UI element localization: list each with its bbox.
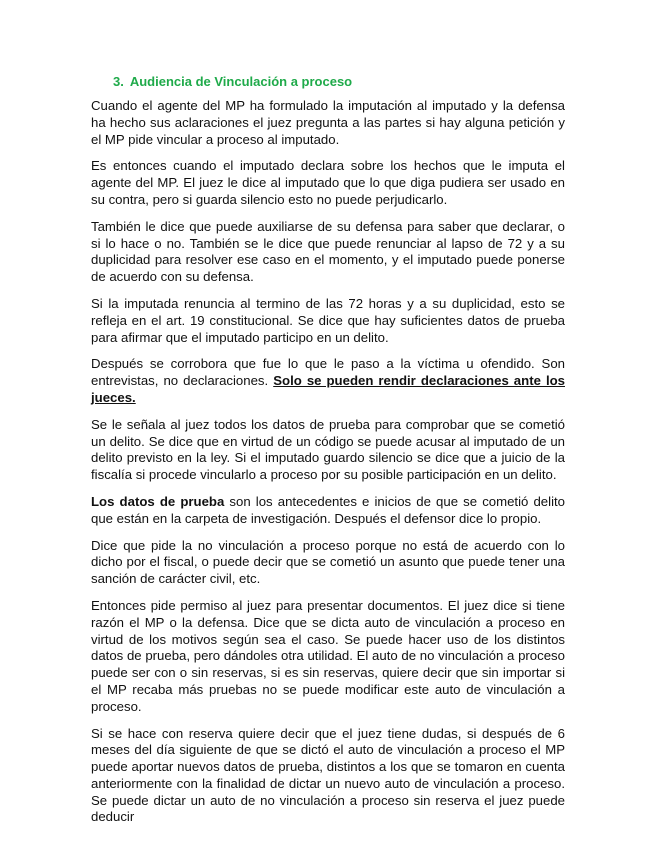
paragraph-text: son los antecedentes e inicios de que se cometió delito que están en la carpeta de investigación. Después el defensor dice lo propio. [91, 493, 566, 526]
section-title: Audiencia de Vinculación a proceso [129, 74, 353, 89]
paragraph: Es entonces cuando el imputado declara sobre los hechos que le imputa el agente del MP. El juez le dice al imputado que lo que diga pudiera ser usado en su contra, pero si guarda silencio esto no puede perjudicarlo. [91, 158, 565, 207]
section-heading [113, 73, 352, 91]
paragraph [91, 494, 565, 528]
paragraph: Si se hace con reserva quiere decir que el juez tiene dudas, si después de 6 meses del día siguiente de que se dictó el auto de vinculación a proceso el MP puede aportar nuevos datos de prueba, distintos a los que se tomaron en cuenta anteriormente con la finalidad de dictar un nuevo auto de vinculación a proceso. Se puede dictar un auto de no vinculación a proceso sin reserva el juez puede deducir [91, 725, 565, 825]
paragraph: Si la imputada renuncia al termino de las 72 horas y a su duplicidad, esto se refleja en el art. 19 constitucional. Se dice que hay suficientes datos de prueba para afirmar que el imputado participo en un delito. [91, 295, 565, 345]
document-body [91, 98, 565, 836]
paragraph [91, 356, 565, 406]
paragraph: Cuando el agente del MP ha formulado la imputación al imputado y la defensa ha hecho sus aclaraciones el juez pregunta a las partes si hay alguna petición y el MP pide vincular a proceso al imputado. [91, 98, 565, 147]
paragraph: Se le señala al juez todos los datos de prueba para comprobar que se cometió un delito. Se dice que en virtud de un código se puede acusar al imputado de un delito previsto en la ley. Si el imputado guardo silencio se dice que a juicio de la fiscalía si procede vincularlo a proceso por su posible participación en un delito. [91, 416, 565, 483]
paragraph: Dice que pide la no vinculación a proceso porque no está de acuerdo con lo dicho por el fiscal, o puede decir que se cometió un asunto que puede tener una sanción de carácter civil, etc. [91, 537, 565, 587]
emphasized-text: Solo se pueden rendir declaraciones ante los jueces. [91, 373, 565, 405]
bold-term: Los datos de prueba [91, 493, 225, 509]
paragraph: También le dice que puede auxiliarse de su defensa para saber que declarar, o si lo hace o no. También se le dice que puede renunciar al lapso de 72 y a su duplicidad para resolver ese caso en el momento, y el imputado puede ponerse de acuerdo con su defensa. [91, 218, 565, 285]
paragraph: Entonces pide permiso al juez para presentar documentos. El juez dice si tiene razón el MP o la defensa. Dice que se dicta auto de vinculación a proceso en virtud de los motivos según sea el caso. Se puede hacer uso de los distintos datos de prueba, pero dándoles otra utilidad. El auto de no vinculación a proceso puede ser con o sin reservas, si es sin reservas, quiere decir que sin importar si el MP recaba más pruebas no se puede modificar este auto de vinculación a proceso. [91, 597, 565, 714]
paragraph-text: Después se corrobora que fue lo que le paso a la víctima u ofendido. Son entrevistas, no declaraciones. [91, 356, 565, 389]
section-number: 3. [113, 74, 124, 89]
